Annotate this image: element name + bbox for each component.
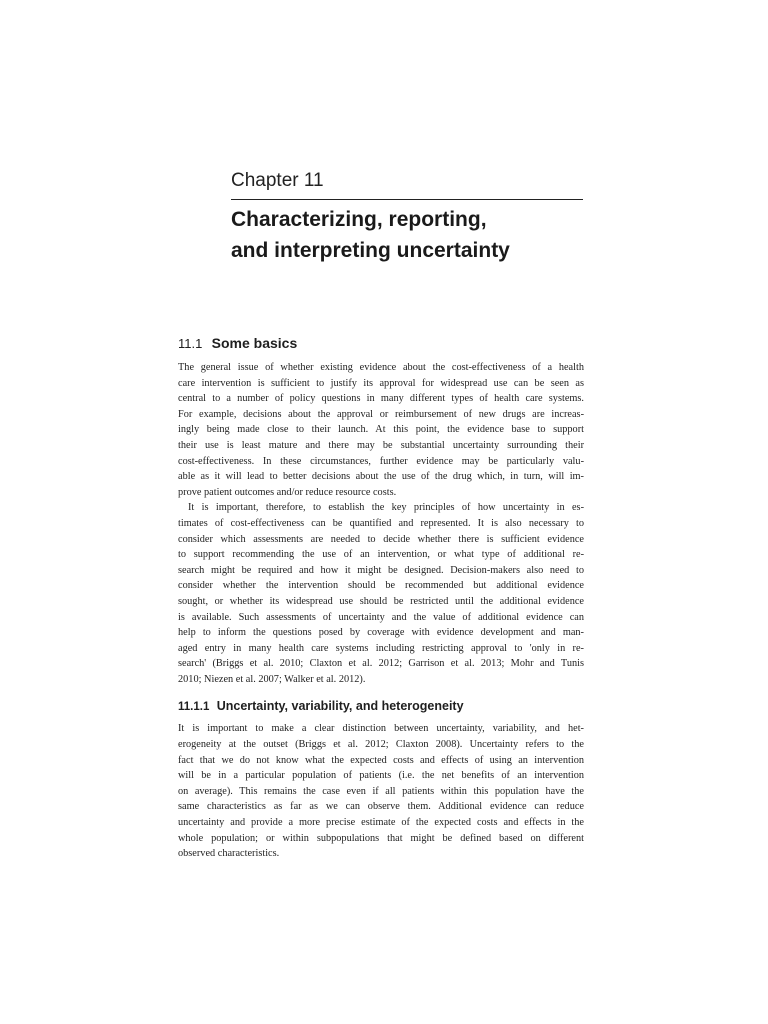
text-line: ingly being made close to their launch. At this point, the evidence base to support: [178, 424, 584, 436]
paragraph: [178, 721, 584, 861]
chapter-label: Chapter 11: [231, 170, 324, 191]
text-line: 2010; Niezen et al. 2007; Walker et al. 2012).: [178, 673, 366, 685]
text-line: help to inform the questions posed by coverage with evidence development and man-: [178, 627, 584, 639]
text-line: on average). This remains the case even if all patients within this population have the: [178, 785, 584, 797]
section-number: 11.1: [178, 336, 203, 351]
text-line: care intervention is sufficient to justify its approval for widespread use can be seen as: [178, 377, 584, 389]
text-line: For example, decisions about the approval or reimbursement of new drugs are increas-: [178, 408, 584, 420]
text-line: sought, or whether its widespread use should be restricted until the additional evidence: [178, 595, 584, 607]
chapter-title-line: Characterizing, reporting,: [231, 208, 487, 231]
text-line: prove patient outcomes and/or reduce resource costs.: [178, 486, 397, 498]
section-title: Some basics: [211, 335, 298, 351]
subsection-number: 11.1.1: [178, 701, 210, 714]
text-line: cost-effectiveness. In these circumstances, further evidence may be particularly valu-: [178, 455, 584, 467]
text-line: will be in a particular population of patients (i.e. the net benefits of an intervention: [178, 770, 584, 782]
text-line: search might be required and how it might be designed. Decision-makers also need to: [178, 564, 584, 576]
text-line: to support recommending the use of an intervention, or what type of additional re-: [178, 549, 584, 561]
text-line: central to a number of policy questions in many different types of health care systems.: [178, 393, 584, 405]
subsection-heading: [178, 691, 584, 721]
text-line: same characteristics as far as we can observe them. Additional evidence can reduce: [178, 801, 584, 813]
paragraph: [178, 500, 584, 687]
body-text: [178, 330, 584, 862]
text-line: search' (Briggs et al. 2010; Claxton et al. 2012; Garrison et al. 2013; Mohr and Tunis: [178, 658, 584, 670]
subsection-title: Uncertainty, variability, and heterogeneity: [216, 699, 464, 714]
text-line: timates of cost-effectiveness can be quantified and represented. It is also necessary to: [178, 517, 584, 529]
chapter-rule: [231, 199, 583, 200]
text-line: consider which assessments are needed to decide whether there is sufficient evidence: [178, 533, 584, 545]
text-line: their use is least mature and there may be substantial uncertainty surrounding their: [178, 439, 584, 451]
section-heading: [178, 330, 584, 360]
text-line: It is important to make a clear distinction between uncertainty, variability, and het-: [178, 723, 584, 735]
text-line: The general issue of whether existing evidence about the cost-effectiveness of a health: [178, 362, 584, 373]
text-line: fact that we do not know what the expected costs and effects of using an intervention: [178, 754, 584, 766]
text-line: aged entry in many health care systems including restricting approval to 'only in re-: [178, 642, 584, 654]
paragraph: [178, 360, 584, 500]
text-line: observed characteristics.: [178, 848, 280, 860]
text-line: uncertainty and provide a more precise estimate of the expected costs and effects in the: [178, 817, 584, 829]
text-line: consider whether the intervention should be recommended but additional evidence: [178, 580, 584, 592]
text-line: erogeneity at the outset (Briggs et al. 2012; Claxton 2008). Uncertainty refers to the: [178, 739, 584, 751]
text-line: It is important, therefore, to establish the key principles of how uncertainty in es-: [188, 502, 584, 514]
chapter-title: [231, 204, 591, 266]
text-line: is available. Such assessments of uncertainty and the value of additional evidence can: [178, 611, 584, 623]
text-line: able as it will lead to better decisions about the use of the drug which, in turn, will im-: [178, 471, 584, 483]
text-line: whole population; or within subpopulations that might be defined based on different: [178, 832, 584, 844]
chapter-title-line: and interpreting uncertainty: [231, 239, 510, 262]
